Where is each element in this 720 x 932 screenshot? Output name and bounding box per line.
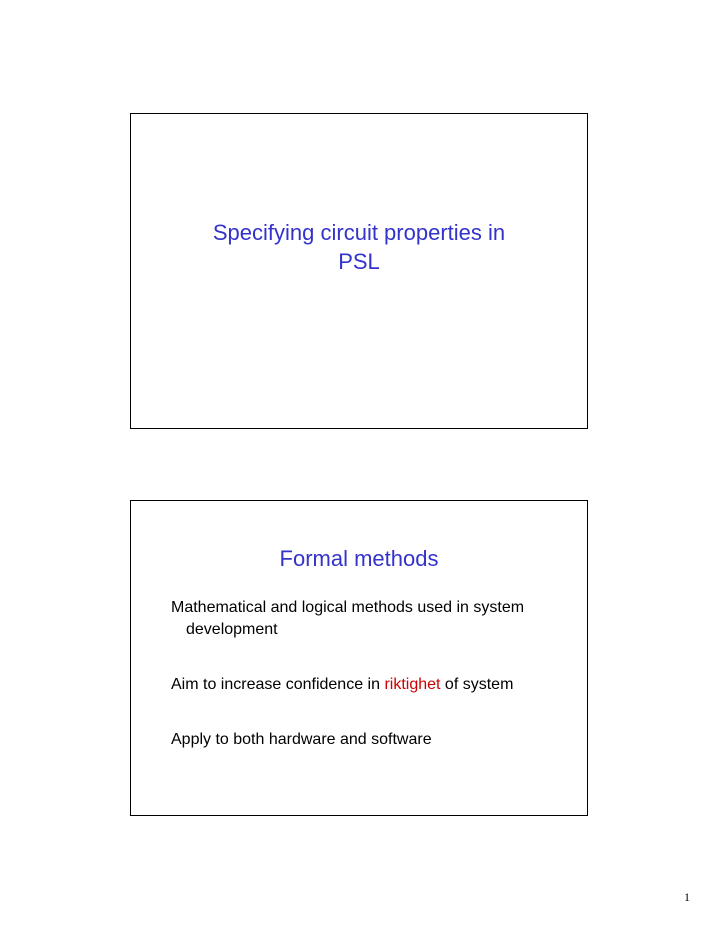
- bullet-item: Mathematical and logical methods used in system development: [171, 599, 525, 638]
- bullet-item: Apply to both hardware and software: [171, 731, 432, 748]
- highlighted-word: riktighet: [384, 676, 441, 693]
- bullet-text-after: of system: [440, 676, 514, 693]
- slide-title: [130, 113, 588, 429]
- slide-heading: Formal methods: [279, 546, 439, 571]
- bullet-item: [171, 674, 561, 696]
- bullet-text-before: Aim to increase confidence in: [171, 676, 385, 693]
- slide-formal-methods: [130, 500, 588, 816]
- slide-title-text: [131, 218, 587, 276]
- title-line-2: PSL: [338, 249, 380, 274]
- bullet-list: [171, 597, 561, 751]
- page-number: 1: [684, 890, 690, 904]
- title-line-1: Specifying circuit properties in: [212, 220, 506, 245]
